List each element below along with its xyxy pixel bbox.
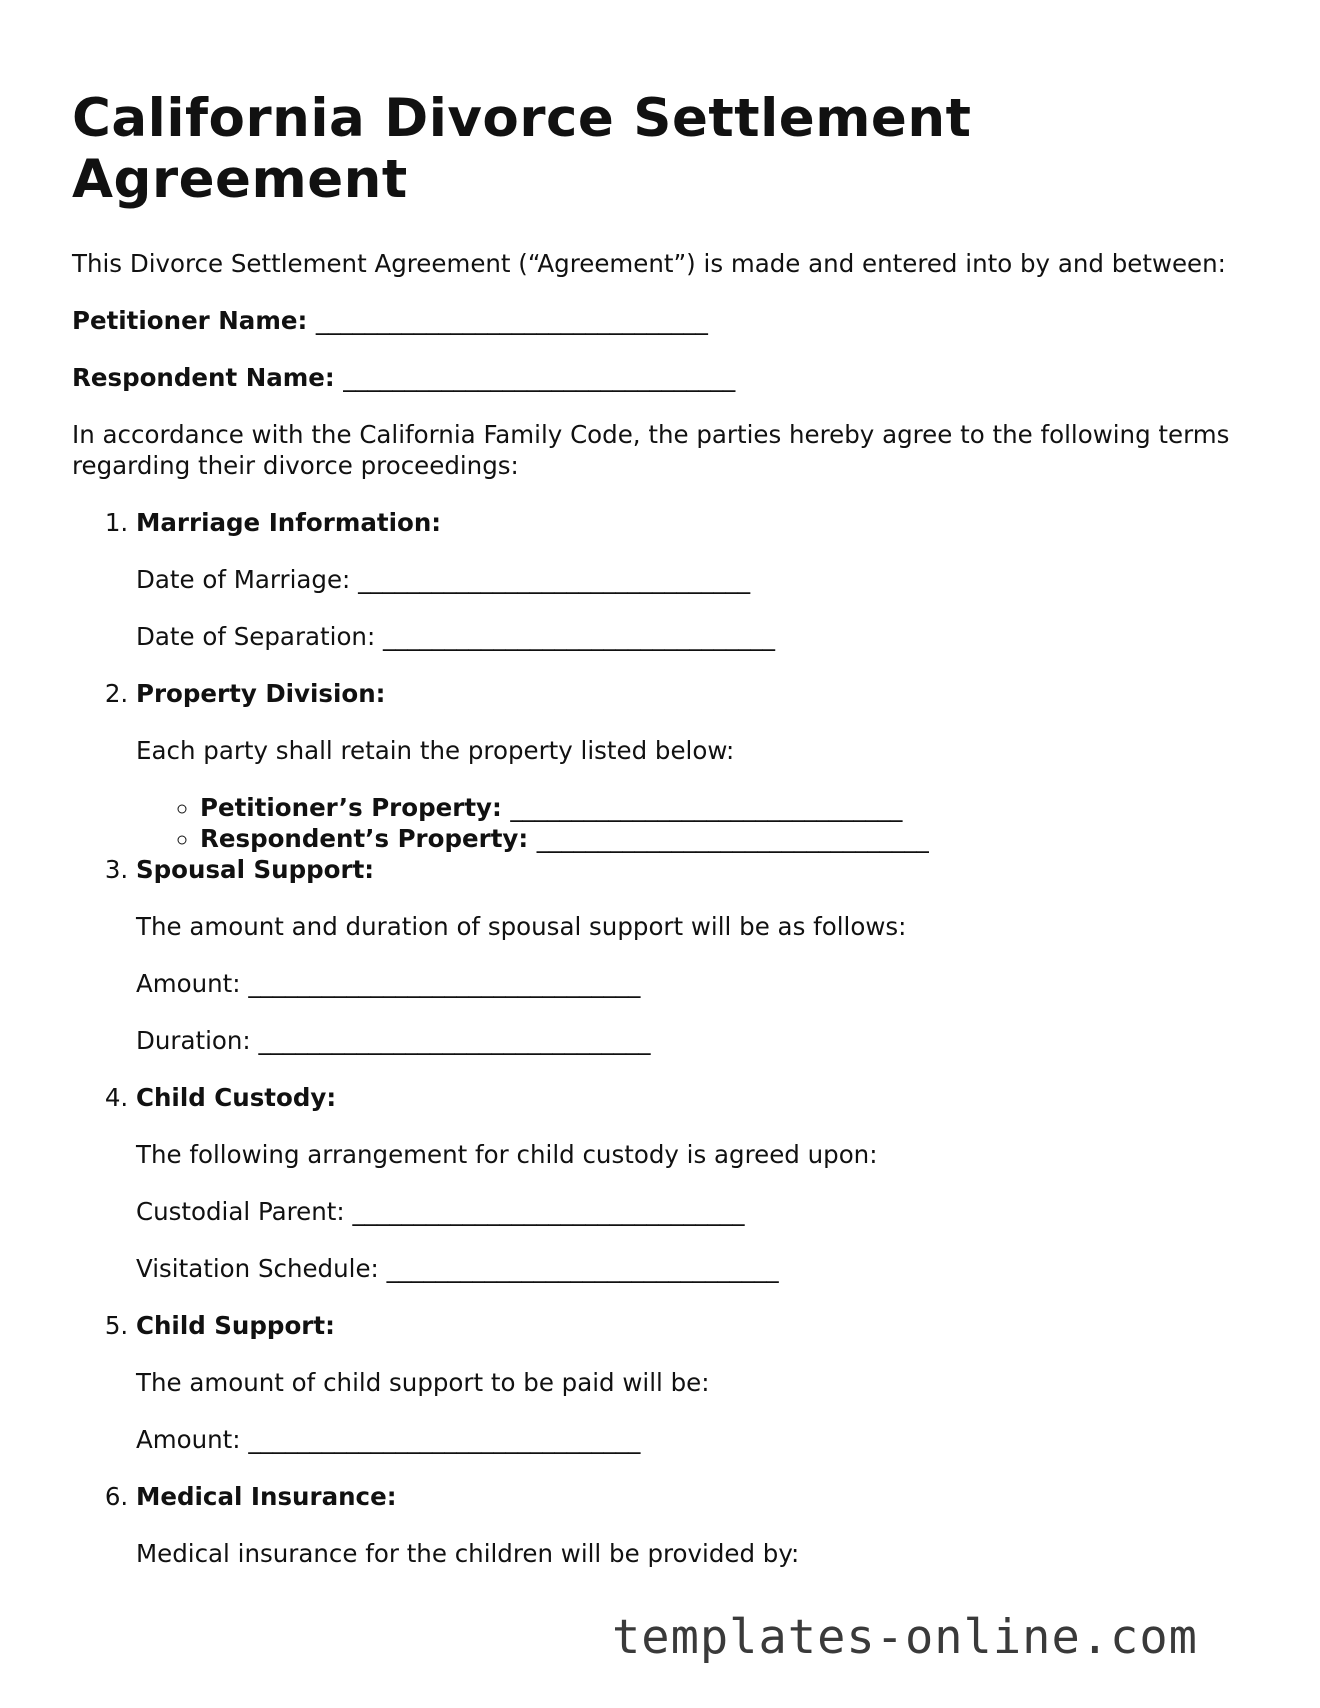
- respondent-property-item: [200, 823, 1252, 854]
- intro-paragraph: This Divorce Settlement Agreement (“Agreement”) is made and entered into by and between:: [72, 249, 1226, 278]
- petitioner-property-item: [200, 792, 1252, 823]
- spousal-duration-field: [136, 1025, 1252, 1056]
- field-blank: ________________________________: [258, 1026, 651, 1055]
- petitioner-label: Petitioner Name:: [72, 306, 308, 335]
- section-text: Medical insurance for the children will be provided by:: [136, 1539, 800, 1568]
- field-label: Date of Marriage:: [136, 565, 351, 594]
- field-blank: ________________________________: [248, 1425, 641, 1454]
- date-of-separation-field: [136, 621, 1252, 652]
- field-blank: ________________________________: [358, 565, 751, 594]
- respondent-blank: ________________________________: [343, 363, 736, 392]
- petitioner-name-field: [72, 305, 1252, 336]
- respondent-label: Respondent Name:: [72, 363, 335, 392]
- section-spousal-support: [136, 854, 1252, 1056]
- child-support-amount-field: [136, 1424, 1252, 1455]
- section-medical-insurance: [136, 1481, 1252, 1569]
- respondent-name-field: [72, 362, 1252, 393]
- document-page: [72, 88, 1252, 1595]
- document-title: California Divorce Settlement Agreement: [72, 88, 972, 210]
- date-of-marriage-field: [136, 564, 1252, 595]
- field-label: Amount:: [136, 969, 241, 998]
- field-blank: ________________________________: [386, 1254, 779, 1283]
- section-title: 1. Marriage Information:: [136, 508, 442, 537]
- watermark: templates-online.com: [612, 1610, 1198, 1665]
- field-blank: ________________________________: [383, 622, 776, 651]
- lead-paragraph: In accordance with the California Family Code, the parties hereby agree to the following terms regarding their divorce proceedings:: [72, 420, 1230, 480]
- section-child-support: [136, 1310, 1252, 1455]
- petitioner-blank: ________________________________: [315, 306, 708, 335]
- field-label: Amount:: [136, 1425, 241, 1454]
- section-title: 2. Property Division:: [136, 679, 386, 708]
- custodial-parent-field: [136, 1196, 1252, 1227]
- field-label: Visitation Schedule:: [136, 1254, 379, 1283]
- field-blank: ________________________________: [536, 824, 929, 853]
- field-label: Duration:: [136, 1026, 251, 1055]
- terms-list: [72, 507, 1252, 1569]
- field-blank: ________________________________: [352, 1197, 745, 1226]
- field-blank: ________________________________: [510, 793, 903, 822]
- visitation-schedule-field: [136, 1253, 1252, 1284]
- section-text: The amount of child support to be paid will be:: [136, 1368, 710, 1397]
- section-title: 4. Child Custody:: [136, 1083, 337, 1112]
- spousal-amount-field: [136, 968, 1252, 999]
- field-label: Custodial Parent:: [136, 1197, 345, 1226]
- section-title: 3. Spousal Support:: [136, 855, 375, 884]
- section-text: The following arrangement for child custody is agreed upon:: [136, 1140, 878, 1169]
- section-title: 6. Medical Insurance:: [136, 1482, 397, 1511]
- section-child-custody: [136, 1082, 1252, 1284]
- section-text: The amount and duration of spousal support will be as follows:: [136, 912, 907, 941]
- field-blank: ________________________________: [248, 969, 641, 998]
- section-text: Each party shall retain the property listed below:: [136, 736, 735, 765]
- field-label: Petitioner’s Property:: [200, 793, 502, 822]
- field-label: Respondent’s Property:: [200, 824, 529, 853]
- section-title: 5. Child Support:: [136, 1311, 335, 1340]
- field-label: Date of Separation:: [136, 622, 376, 651]
- section-property-division: [136, 678, 1252, 854]
- property-list: [136, 792, 1252, 854]
- section-marriage-information: [136, 507, 1252, 652]
